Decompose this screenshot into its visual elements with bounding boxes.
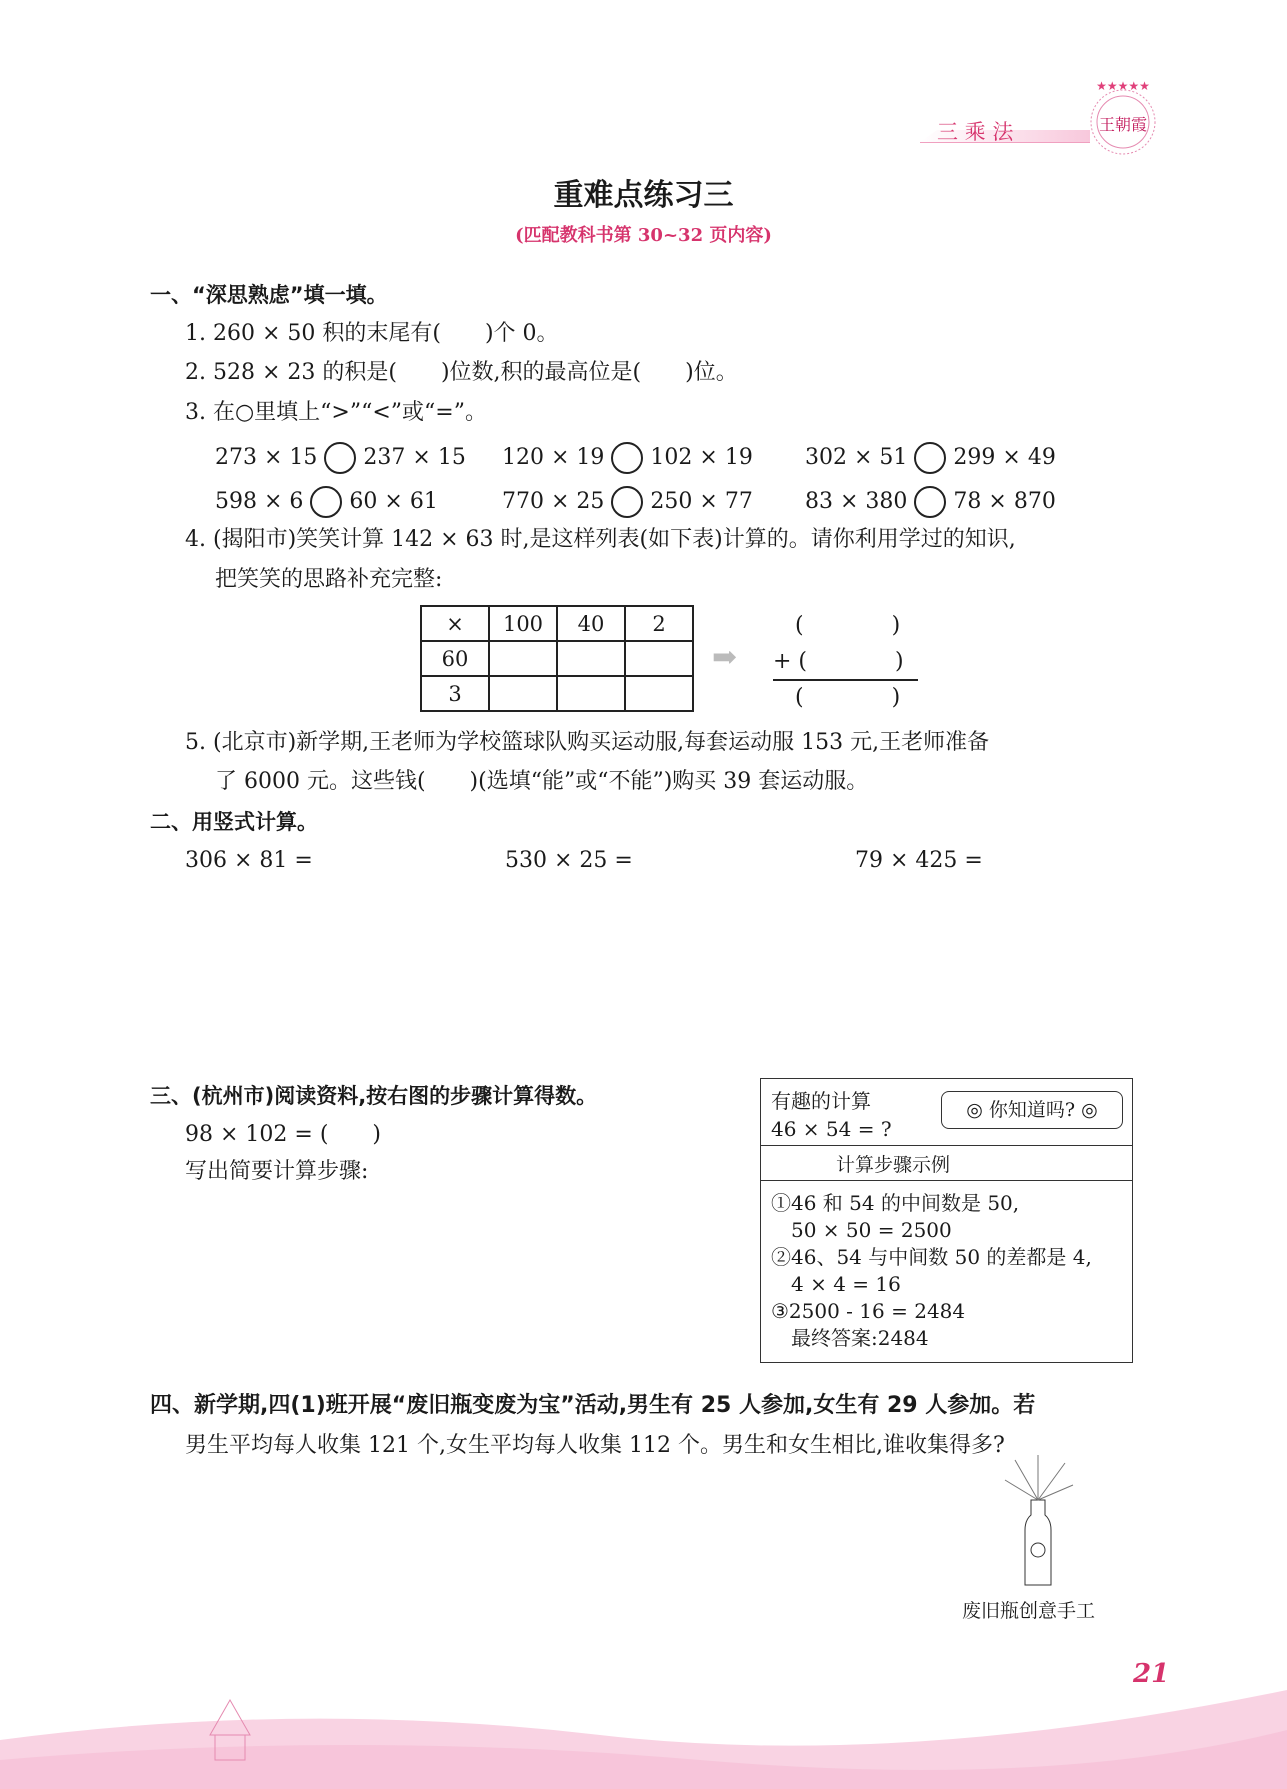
compare-item: 598 × 6 60 × 61 bbox=[215, 486, 438, 518]
page-subtitle: (匹配教科书第 30~32 页内容) bbox=[515, 225, 772, 246]
svg-text:王朝霞: 王朝霞 bbox=[1098, 115, 1148, 134]
bottle-craft-icon bbox=[995, 1455, 1080, 1590]
compare-circle[interactable] bbox=[324, 442, 356, 474]
compare-circle[interactable] bbox=[611, 442, 643, 474]
compare-item: 83 × 380 78 × 870 bbox=[805, 486, 1056, 518]
bottom-wave-decoration bbox=[0, 1680, 1287, 1789]
table-cell-blank[interactable] bbox=[625, 676, 693, 711]
steps-title: 计算步骤示例 bbox=[836, 1154, 951, 1176]
answer-bracket[interactable]: ( ) bbox=[795, 685, 901, 710]
calc-item: 306 × 81 = bbox=[185, 848, 313, 873]
did-you-know-badge: ◎ 你知道吗? ◎ bbox=[941, 1091, 1123, 1129]
table-cell-blank[interactable] bbox=[489, 641, 557, 676]
chapter-label: 三 乘 法 bbox=[937, 120, 1014, 144]
multiplication-table: × 100 40 2 60 3 bbox=[420, 605, 694, 712]
calc-item: 530 × 25 = bbox=[505, 848, 633, 873]
step-line: 最终答案:2484 bbox=[771, 1326, 929, 1350]
table-cell-blank[interactable] bbox=[625, 641, 693, 676]
table-cell-blank[interactable] bbox=[489, 676, 557, 711]
compare-item: 273 × 15 237 × 15 bbox=[215, 442, 466, 474]
section-3-heading: 三、(杭州市)阅读资料,按右图的步骤计算得数。 bbox=[150, 1084, 598, 1108]
compare-circle[interactable] bbox=[914, 442, 946, 474]
step-line: ①46 和 54 的中间数是 50, bbox=[771, 1191, 1020, 1215]
bottle-caption: 废旧瓶创意手工 bbox=[962, 1600, 1096, 1622]
question-4: 4. (揭阳市)笑笑计算 142 × 63 时,是这样列表(如下表)计算的。请你利用学过的知识, bbox=[185, 527, 1016, 552]
sum-line bbox=[773, 679, 918, 681]
info-box bbox=[760, 1078, 1133, 1363]
page-number: 21 bbox=[1133, 1659, 1170, 1689]
step-line: ②46、54 与中间数 50 的差都是 4, bbox=[771, 1245, 1092, 1269]
info-box-title: 有趣的计算 bbox=[771, 1089, 871, 1113]
step-line: 4 × 4 = 16 bbox=[771, 1272, 901, 1296]
question-5-cont: 了 6000 元。这些钱( )(选填“能”或“不能”)购买 39 套运动服。 bbox=[215, 769, 869, 794]
question-1: 1. 260 × 50 积的末尾有( )个 0。 bbox=[185, 321, 559, 346]
section-3-prompt: 写出简要计算步骤: bbox=[185, 1159, 369, 1184]
compare-item: 770 × 25 250 × 77 bbox=[502, 486, 753, 518]
question-2: 2. 528 × 23 的积是( )位数,积的最高位是( )位。 bbox=[185, 360, 738, 385]
section-4-text-cont: 男生平均每人收集 121 个,女生平均每人收集 112 个。男生和女生相比,谁收集得多? bbox=[185, 1433, 1005, 1458]
question-5: 5. (北京市)新学期,王老师为学校篮球队购买运动服,每套运动服 153 元,王老师准备 bbox=[185, 730, 990, 755]
arrow-right-icon: ➡ bbox=[712, 640, 738, 675]
page-title: 重难点练习三 bbox=[553, 178, 734, 213]
table-cell-blank[interactable] bbox=[557, 641, 625, 676]
section-1-heading: 一、“深思熟虑”填一填。 bbox=[150, 283, 388, 307]
calc-item: 79 × 425 = bbox=[855, 848, 983, 873]
publisher-logo-icon bbox=[1085, 78, 1161, 158]
info-box-question: 46 × 54 = ? bbox=[771, 1117, 892, 1141]
section-3-expression: 98 × 102 = ( ) bbox=[185, 1122, 381, 1147]
section-4-text: 四、新学期,四(1)班开展“废旧瓶变废为宝”活动,男生有 25 人参加,女生有 29 人参加。若 bbox=[150, 1393, 1036, 1418]
table-cell-blank[interactable] bbox=[557, 676, 625, 711]
compare-circle[interactable] bbox=[914, 486, 946, 518]
compare-circle[interactable] bbox=[310, 486, 342, 518]
question-4-cont: 把笑笑的思路补充完整: bbox=[215, 567, 443, 592]
answer-bracket[interactable]: ( ) bbox=[795, 613, 901, 638]
svg-text:★★★★★: ★★★★★ bbox=[1096, 79, 1150, 93]
step-line: 50 × 50 = 2500 bbox=[771, 1218, 952, 1242]
section-2-heading: 二、用竖式计算。 bbox=[150, 810, 318, 834]
compare-circle[interactable] bbox=[611, 486, 643, 518]
compare-item: 120 × 19 102 × 19 bbox=[502, 442, 753, 474]
answer-bracket[interactable]: + ( ) bbox=[773, 649, 904, 674]
question-3: 3. 在○里填上“>”“<”或“=”。 bbox=[185, 400, 487, 425]
compare-item: 302 × 51 299 × 49 bbox=[805, 442, 1056, 474]
step-line: ③2500 - 16 = 2484 bbox=[771, 1299, 966, 1323]
